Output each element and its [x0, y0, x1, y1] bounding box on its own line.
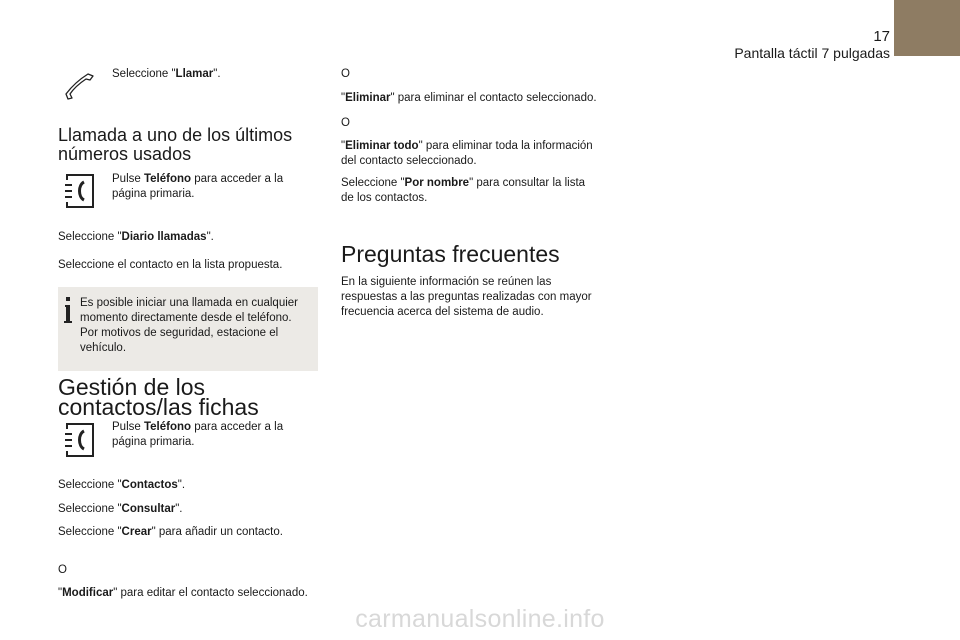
handset-icon	[62, 70, 96, 100]
watermark: carmanualsonline.info	[355, 605, 605, 633]
phone-button-icon	[64, 422, 96, 458]
page-number: 17	[873, 28, 890, 45]
press-phone-text: Pulse Teléfono para acceder a la página primaria.	[112, 173, 284, 200]
contacts-heading: Gestión de los contactos/las fichas	[58, 374, 259, 420]
select-log-text: Seleccione "Diario llamadas".	[58, 231, 214, 243]
section-title: Pantalla táctil 7 pulgadas	[734, 45, 890, 61]
by-name-text: Seleccione "Por nombre" para consultar la lista de los contactos.	[341, 177, 586, 204]
delete-all-text: "Eliminar todo" para eliminar toda la información del contacto seleccionado.	[341, 140, 593, 167]
select-contact-text: Seleccione el contacto en la lista propuesta.	[58, 259, 283, 271]
section-tab	[894, 0, 960, 56]
recent-calls-heading: Llamada a uno de los últimos números usados	[58, 125, 293, 164]
or-text: O	[341, 117, 350, 129]
select-consult-text: Seleccione "Consultar".	[58, 503, 183, 515]
or-text: O	[341, 68, 350, 80]
phone-button-icon	[64, 173, 96, 209]
or-text: O	[58, 564, 67, 576]
faq-text: En la siguiente información se reúnen las respuestas a las preguntas realizadas con mayor frecuencia acerca del sistema de audio.	[341, 276, 592, 318]
delete-text: "Eliminar" para eliminar el contacto seleccionado.	[341, 92, 597, 104]
select-contacts-text: Seleccione "Contactos".	[58, 479, 186, 491]
modify-text: "Modificar" para editar el contacto seleccionado.	[58, 587, 308, 599]
select-call-text: Seleccione "Llamar".	[112, 68, 221, 80]
info-icon	[62, 296, 74, 324]
info-text: Es posible iniciar una llamada en cualquier momento directamente desde el teléfono. Por motivos de seguridad, estacione el vehículo.	[80, 297, 298, 354]
select-create-text: Seleccione "Crear" para añadir un contacto.	[58, 526, 283, 538]
faq-heading: Preguntas frecuentes	[341, 241, 560, 267]
press-phone-text: Pulse Teléfono para acceder a la página primaria.	[112, 421, 284, 448]
